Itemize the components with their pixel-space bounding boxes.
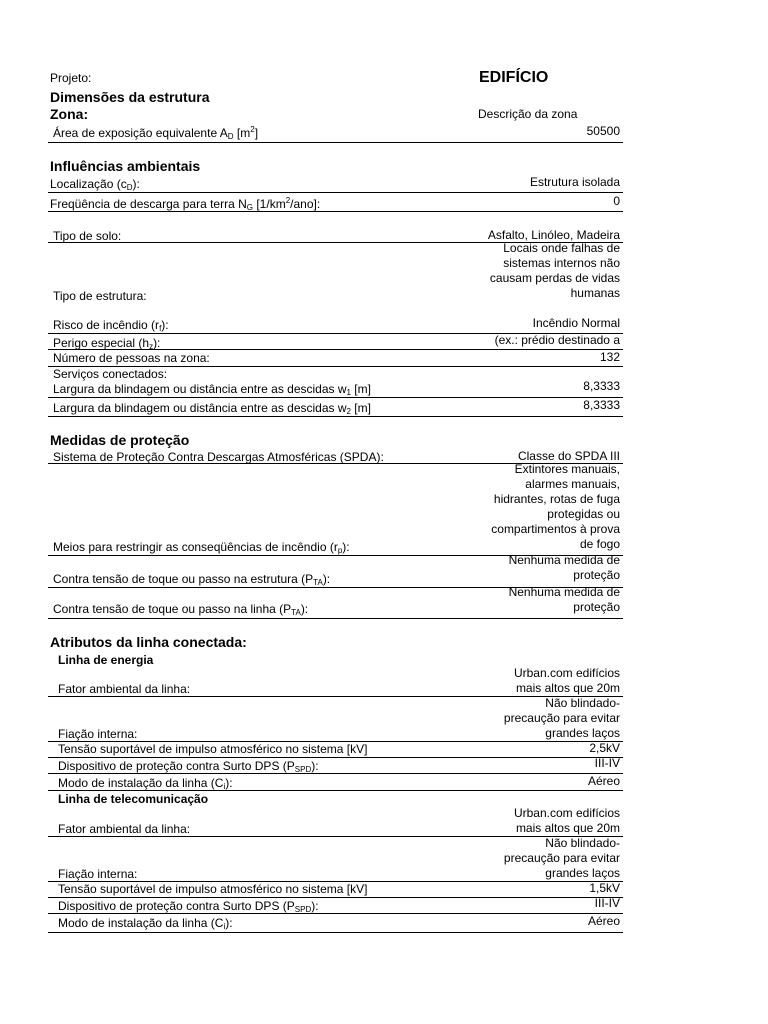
- area-exposicao-value: 50500: [586, 124, 620, 138]
- numero-pessoas-label: Número de pessoas na zona:: [53, 351, 210, 365]
- tipo-estrutura-value: Locais onde falhas de sistemas internos não causam perdas de vidas humanas: [489, 241, 620, 300]
- largura-w1-value: 8,3333: [583, 379, 620, 393]
- zona-label: Zona:: [50, 106, 89, 122]
- tipo-solo-value: Asfalto, Linóleo, Madeira: [487, 228, 620, 242]
- energia-dps-label: Dispositivo de proteção contra Surto DPS $(P_{SPD})$:: [58, 759, 319, 774]
- energia-modo-value: Aéreo: [587, 774, 620, 788]
- tipo-solo-label: Tipo de solo:: [53, 229, 122, 243]
- medidas-heading: Medidas de proteção: [50, 432, 190, 448]
- energia-dps-value: III-IV: [594, 756, 620, 770]
- projeto-value: EDIFÍCIO: [479, 69, 549, 86]
- divider: [48, 192, 623, 193]
- projeto-label: Projeto:: [50, 71, 92, 85]
- toque-linha-value: Nenhuma medida de proteção: [508, 585, 620, 614]
- perigo-especial-label: Perigo especial $(h_z)$:: [53, 336, 161, 351]
- divider: [48, 618, 623, 619]
- energia-modo-label: Modo de instalação da linha $(C_i)$:: [58, 776, 233, 791]
- spda-value: Classe do SPDA III: [517, 449, 620, 463]
- divider: [48, 932, 623, 933]
- telecom-fator-value: Urban.com edifícios mais altos que 20m: [513, 806, 620, 835]
- divider: [48, 773, 623, 774]
- meios-value: Extintores manuais, alarmes manuais, hidrantes, rotas de fuga protegidas ou compartimentos à prova de fogo: [491, 462, 620, 551]
- telecom-dps-label: Dispositivo de proteção contra Surto DPS $(P_{SPD})$:: [58, 899, 319, 914]
- telecom-modo-label: Modo de instalação da linha $(C_i)$:: [58, 916, 233, 931]
- area-exposicao-label: Área de exposição equivalente $A_D$ $[m^2]$: [53, 125, 259, 141]
- energia-fator-label: Fator ambiental da linha:: [58, 682, 191, 696]
- divider: [48, 397, 623, 398]
- descricao-zona: Descrição da zona: [478, 107, 578, 121]
- linha-telecom-heading: Linha de telecomunicação: [58, 792, 209, 806]
- frequencia-value: 0: [613, 194, 620, 208]
- localizacao-value: Estrutura isolada: [529, 175, 620, 189]
- energia-fiacao-value: Não blindado- precaução para evitar grandes laços: [503, 696, 620, 740]
- divider: [48, 349, 623, 350]
- telecom-tensao-label: Tensão suportável de impulso atmosférico no sistema [kV]: [58, 882, 368, 896]
- energia-tensao-label: Tensão suportável de impulso atmosférico no sistema [kV]: [58, 742, 368, 756]
- telecom-dps-value: III-IV: [594, 896, 620, 910]
- linha-energia-heading: Linha de energia: [58, 653, 154, 667]
- divider: [48, 790, 623, 791]
- influencias-heading: Influências ambientais: [50, 158, 201, 174]
- frequencia-label: Freqüência de descarga para terra $N_G$ $[1/km^2/ano]$:: [50, 196, 321, 212]
- divider: [48, 913, 623, 914]
- telecom-tensao-value: 1,5kV: [589, 881, 620, 895]
- tipo-estrutura-label: Tipo de estrutura:: [53, 289, 147, 303]
- risco-incendio-value: Incêndio Normal: [532, 316, 620, 330]
- telecom-modo-value: Aéreo: [587, 914, 620, 928]
- largura-w1-label: Largura da blindagem ou distância entre as descidas $w_1$ [m]: [53, 382, 371, 397]
- atributos-heading: Atributos da linha conectada:: [50, 634, 247, 650]
- numero-pessoas-value: 132: [599, 350, 620, 364]
- perigo-especial-value: (ex.: prédio destinado a: [494, 333, 620, 347]
- localizacao-label: Localização $(c_D)$:: [50, 177, 140, 192]
- risco-incendio-label: Risco de incêndio $(r_f)$:: [53, 318, 169, 333]
- energia-tensao-value: 2,5kV: [589, 741, 620, 755]
- energia-fiacao-label: Fiação interna:: [58, 727, 138, 741]
- toque-estrutura-value: Nenhuma medida de proteção: [508, 553, 620, 582]
- largura-w2-label: Largura da blindagem ou distância entre as descidas $w_2$ [m]: [53, 401, 371, 416]
- energia-fator-value: Urban.com edifícios mais altos que 20m: [513, 666, 620, 695]
- telecom-fiacao-label: Fiação interna:: [58, 867, 138, 881]
- largura-w2-value: 8,3333: [583, 398, 620, 412]
- toque-estrutura-label: Contra tensão de toque ou passo na estrutura $(P_{TA})$:: [53, 572, 331, 587]
- toque-linha-label: Contra tensão de toque ou passo na linha $(P_{TA})$:: [53, 602, 309, 617]
- divider: [48, 757, 623, 758]
- dimensoes-heading: Dimensões da estrutura: [50, 89, 210, 105]
- divider: [48, 211, 623, 212]
- spda-label: Sistema de Proteção Contra Descargas Atmosféricas (SPDA):: [53, 450, 384, 464]
- telecom-fiacao-value: Não blindado- precaução para evitar grandes laços: [503, 836, 620, 880]
- divider: [48, 416, 623, 417]
- servicos-label: Serviços conectados:: [53, 367, 168, 381]
- divider: [48, 897, 623, 898]
- divider: [48, 142, 623, 143]
- telecom-fator-label: Fator ambiental da linha:: [58, 822, 191, 836]
- meios-label: Meios para restringir as conseqüências de incêndio $(r_p)$:: [53, 540, 350, 555]
